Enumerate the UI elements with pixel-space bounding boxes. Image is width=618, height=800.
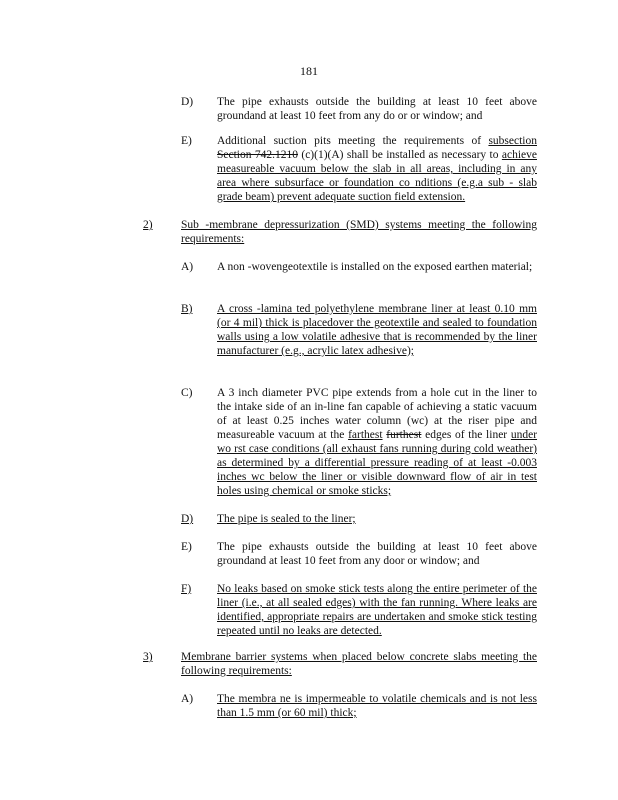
item-label: E) [181,135,192,147]
item-text [217,302,537,358]
item-text [217,95,537,123]
item-label: B) [181,303,193,315]
item-label: 3) [143,651,153,663]
item-label: D) [181,513,194,525]
text-segment: Additional suction pits meeting the requirements of [217,135,489,147]
text-segment: The pipe is sealed to the liner; [217,513,356,525]
text-segment: furthest [386,429,422,441]
item-label: D) [181,96,194,108]
text-segment: The membra ne is impermeable to volatile chemicals and is not less than 1.5 mm (or 60 mil) thick; [217,693,537,719]
item-text [217,692,537,720]
text-segment: A non -wovengeotextile is installed on the exposed earthen material; [217,261,533,273]
text-segment: farthest [348,429,383,441]
item-text [217,386,537,498]
text-segment: The pipe exhausts outside the building at least 10 feet above groundand at least 10 feet from any do or or window; and [217,96,537,122]
item-text [217,512,537,526]
item-text [181,650,537,678]
item-text [217,260,537,274]
text-segment: Sub -membrane depressurization (SMD) systems meeting the following requirements: [181,219,537,245]
item-label: 2) [143,219,153,231]
item-label: F) [181,583,192,595]
item-label: E) [181,541,192,553]
page-number: 181 [300,64,318,78]
item-label: C) [181,387,193,399]
text-segment: subsection [488,135,537,147]
text-segment: A cross -lamina ted polyethylene membrane liner at least 0.10 mm (or 4 mil) thick is placedover the geotextile and sealed to foundation walls using a low volatile adhesive that is recommended by the liner manufacturer (e.g., acrylic latex adhesive); [217,303,537,357]
text-segment: The pipe exhausts outside the building at least 10 feet above groundand at least 10 feet from any door or window; and [217,541,537,567]
item-text [217,540,537,568]
text-segment: A 3 inch diameter PVC pipe extends from a hole cut in the liner to the intake side of an in-line fan capable of achieving a static vacuum of at least 0.25 inches water column (wc) at the riser pipe and measureable vacuum at the [217,387,537,441]
text-segment: (c)(1)(A) shall be installed as necessary to [298,149,502,161]
text-segment: Section 742.1210 [217,149,298,161]
text-segment: No leaks based on smoke stick tests along the entire perimeter of the liner (i.e., at all sealed edges) with the fan running. Where leaks are identified, appropriate repairs are undertaken and smoke stick testing repeated until no leaks are detected. [217,583,537,637]
item-text [217,134,537,204]
text-segment: Membrane barrier systems when placed below concrete slabs meeting the following requirements: [181,651,537,677]
text-segment: achieve measureable vacuum below the slab in all areas, including in any area where subsurface or foundation co nditions (e.g.a sub - slab grade beam) prevent adequate suction field extension. [217,149,537,203]
text-segment: under wo rst case conditions (all exhaust fans running during cold weather) as determined by a differential pressure reading of at least -0.003 inches wc below the liner or visible downward flow of air in test holes using chemical or smoke sticks; [217,429,538,497]
item-text [217,582,537,638]
item-label: A) [181,261,194,273]
item-text [181,218,537,246]
text-segment: edges of the liner [421,429,511,441]
item-label: A) [181,693,194,705]
